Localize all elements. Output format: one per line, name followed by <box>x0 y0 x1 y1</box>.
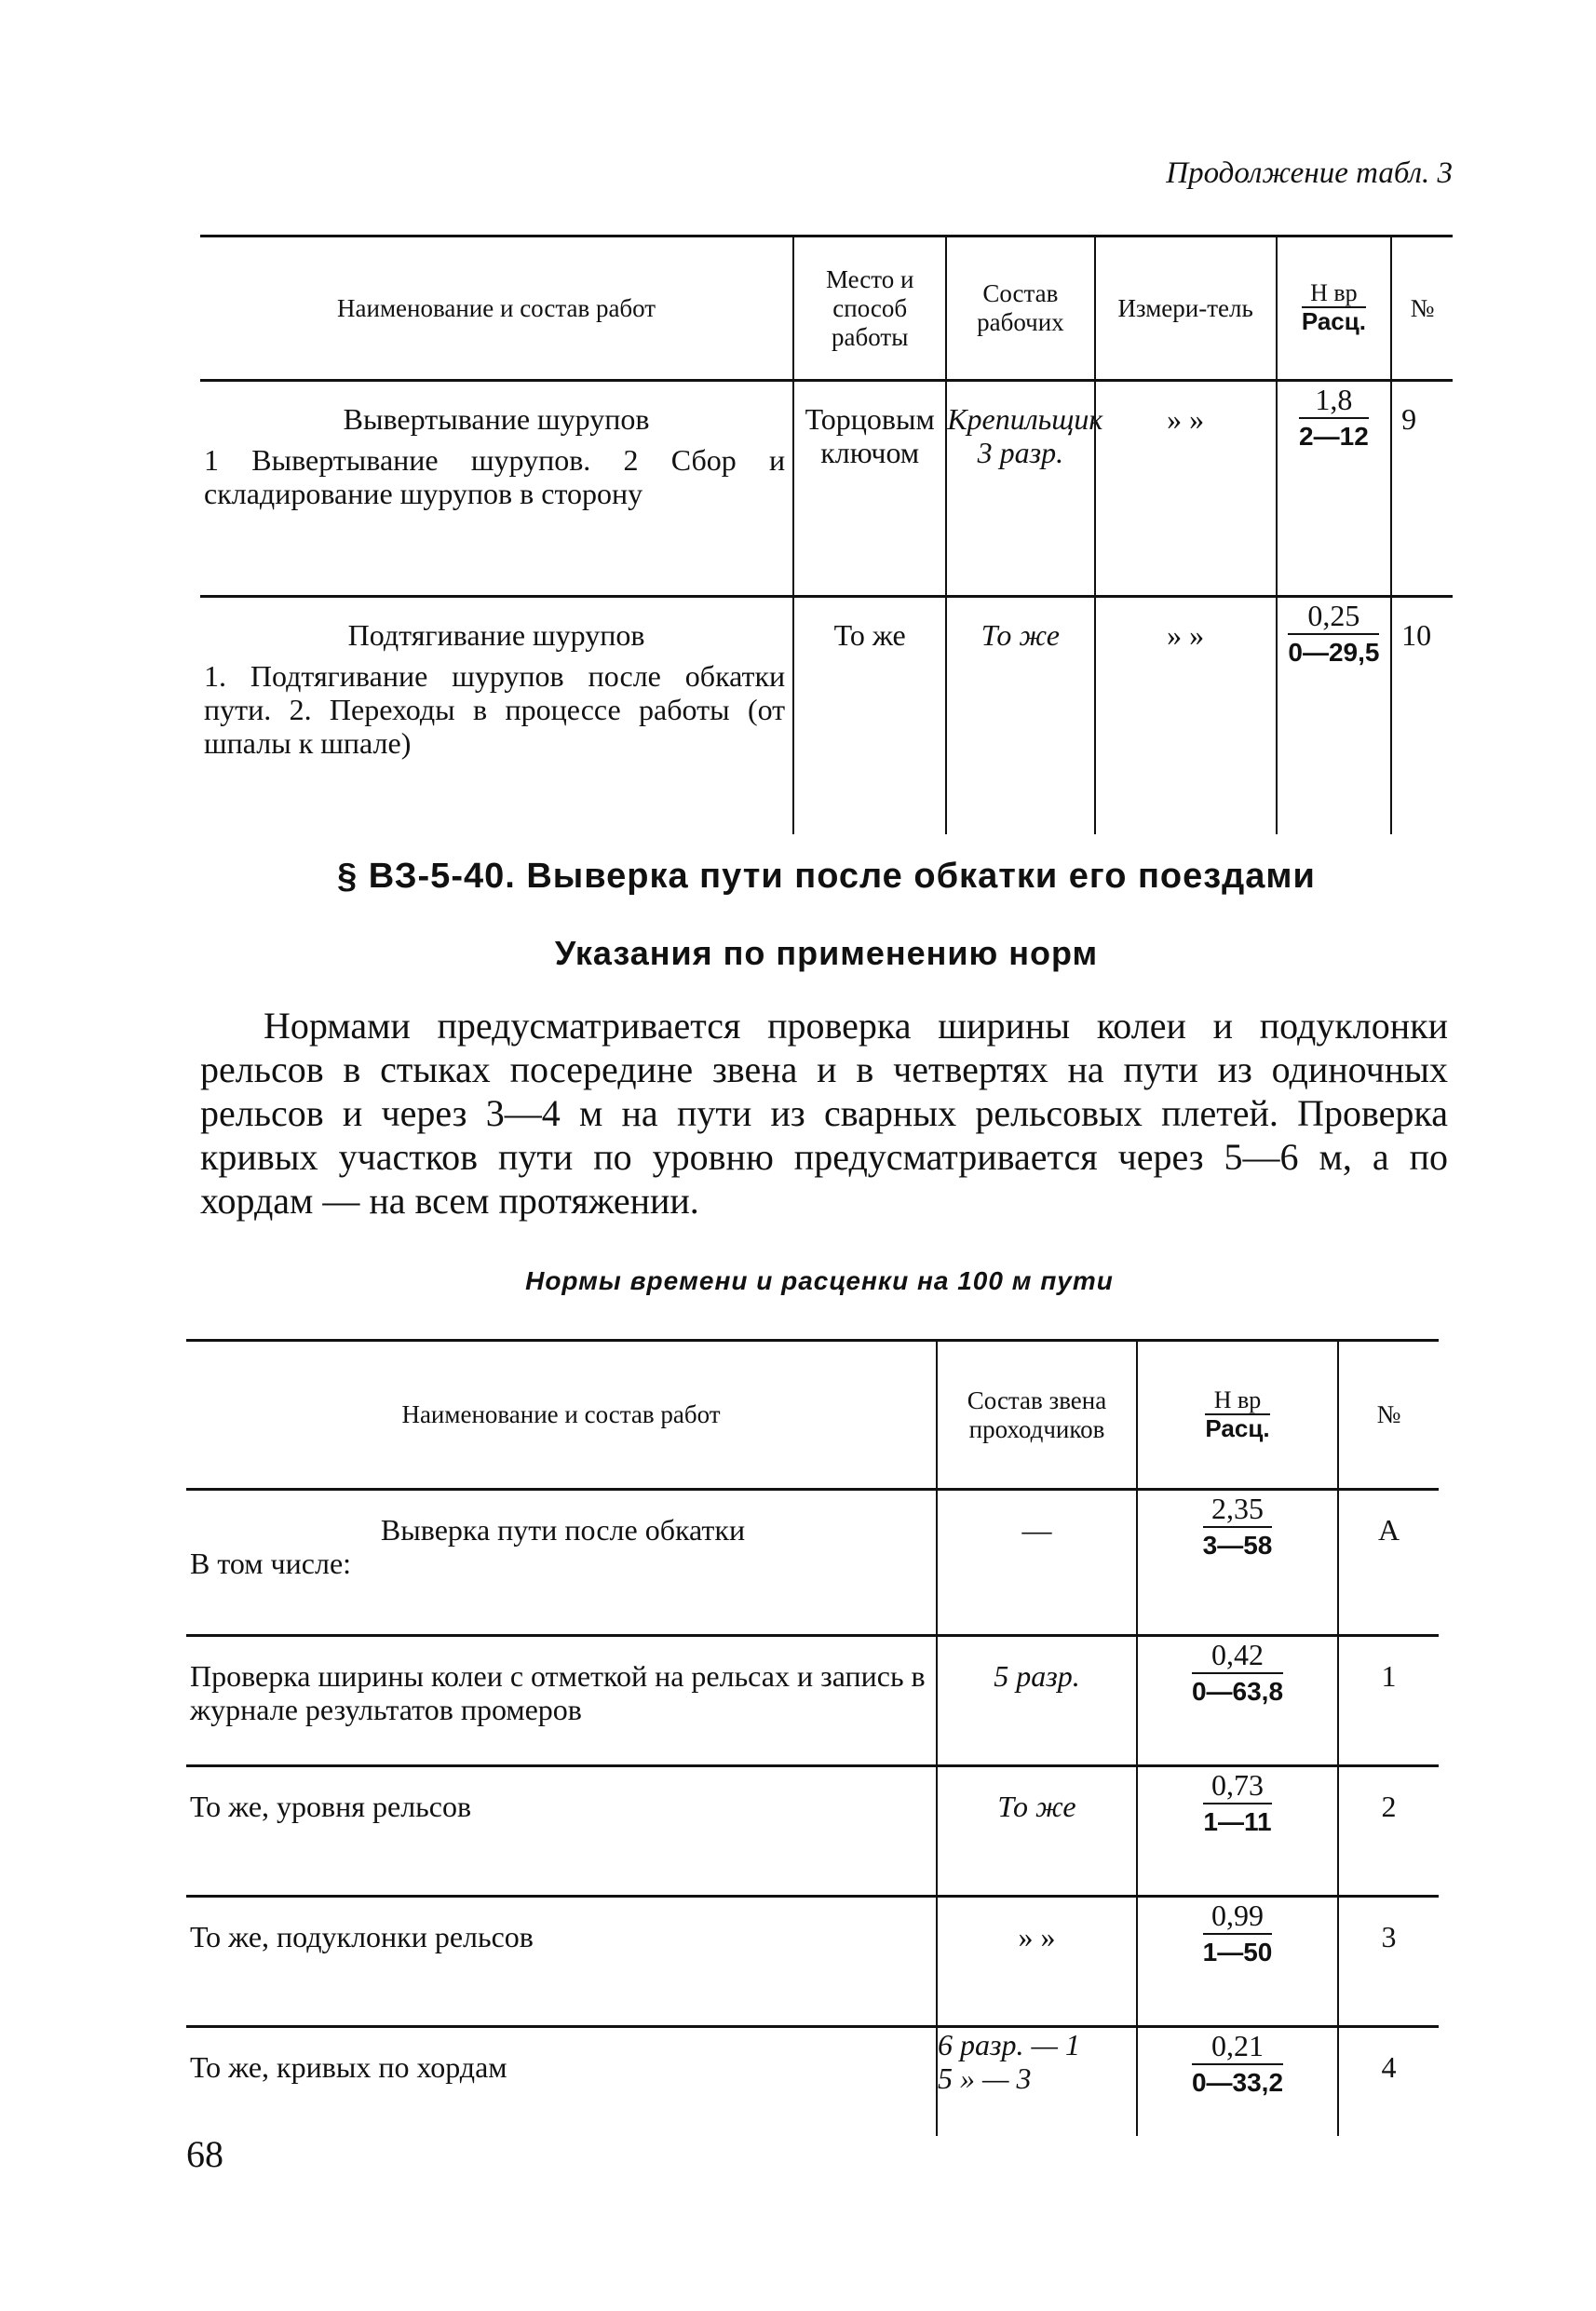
work-title: Выверка пути после обкатки <box>380 1513 746 1547</box>
work-cell <box>186 1490 937 1636</box>
header-norm-numerator: Н вр <box>1302 280 1366 308</box>
header-crew: Состав звена проходчиков <box>937 1341 1137 1490</box>
header-norm <box>1277 237 1391 381</box>
work-cell <box>200 381 793 597</box>
number-cell: 2 <box>1338 1766 1439 1897</box>
header-place: Место и способ работы <box>793 237 946 381</box>
page-number: 68 <box>186 2133 223 2175</box>
header-norm-denominator: Расц. <box>1301 307 1366 335</box>
norm-value: 1,8 <box>1299 382 1369 419</box>
work-name: То же, подуклонки рельсов <box>186 1897 937 2027</box>
work-cell <box>200 597 793 835</box>
norm-cell <box>1137 1766 1338 1897</box>
norm-value: 0,42 <box>1192 1637 1283 1674</box>
norm-value: 2,35 <box>1203 1491 1273 1528</box>
crew-line: 5 » — 3 <box>938 2061 1032 2095</box>
number-cell: 4 <box>1338 2027 1439 2137</box>
norm-value: 0,21 <box>1192 2028 1283 2065</box>
number-cell: А <box>1338 1490 1439 1636</box>
table-row <box>186 1490 1439 1636</box>
number-cell: 1 <box>1338 1636 1439 1766</box>
time-norms-table <box>186 1339 1439 2136</box>
work-name: То же, кривых по хордам <box>190 2050 507 2084</box>
norm-cell <box>1277 597 1391 835</box>
section-title: § ВЗ-5-40. Выверка пути после обкатки его поездами <box>337 857 1316 896</box>
unit-cell: » » <box>1095 381 1277 597</box>
work-title: Вывертывание шурупов <box>343 402 650 436</box>
table-row <box>186 1636 1439 1766</box>
header-unit: Измери-тель <box>1095 237 1277 381</box>
table-row <box>200 381 1453 597</box>
norm-cell <box>1137 1636 1338 1766</box>
table-row <box>186 1897 1439 2027</box>
crew-cell: 5 разр. <box>937 1636 1137 1766</box>
instructions-paragraph <box>200 1004 1448 1223</box>
work-name: Проверка ширины колеи с отметкой на рельсах и запись в журнале результатов промеров <box>186 1636 937 1766</box>
work-steps: 1. Подтягивание шурупов после обкатки пути. 2. Переходы в процессе работы (от шпалы к шпале) <box>204 659 786 760</box>
place-cell: Торцовым ключом <box>793 381 946 597</box>
norm-cell <box>1137 2027 1338 2137</box>
place-cell: То же <box>793 597 946 835</box>
header-name: Наименование и состав работ <box>200 237 793 381</box>
header-number: № <box>1338 1341 1439 1490</box>
table-caption: Нормы времени и расценки на 100 м пути <box>525 1266 1114 1295</box>
price-value: 0—33,2 <box>1191 2068 1284 2097</box>
norm-value: 0,25 <box>1288 598 1379 635</box>
crew-line: 6 разр. — 1 <box>938 2028 1080 2061</box>
price-value: 1—11 <box>1203 1807 1272 1836</box>
number-cell: 10 <box>1391 597 1453 835</box>
table-continuation-label: Продолжение табл. 3 <box>1166 156 1453 190</box>
norm-cell <box>1137 1490 1338 1636</box>
norm-value: 0,99 <box>1203 1898 1273 1935</box>
crew-cell <box>937 2027 1137 2137</box>
price-value: 3—58 <box>1202 1531 1273 1560</box>
number-cell: 3 <box>1338 1897 1439 2027</box>
price-value: 1—50 <box>1202 1938 1273 1966</box>
work-title: Подтягивание шурупов <box>347 618 645 652</box>
work-name: В том числе: <box>190 1547 352 1580</box>
work-name: То же, уровня рельсов <box>186 1766 937 1897</box>
work-norms-table-continued <box>200 235 1453 834</box>
norm-value: 0,73 <box>1203 1767 1271 1804</box>
header-norm-denominator: Расц. <box>1205 1413 1270 1442</box>
crew-cell: » » <box>937 1897 1137 2027</box>
header-workers: Состав рабочих <box>946 237 1094 381</box>
header-name: Наименование и состав работ <box>186 1341 937 1490</box>
section-subtitle: Указания по применению норм <box>554 934 1099 972</box>
header-norm <box>1137 1341 1338 1490</box>
header-number: № <box>1391 237 1453 381</box>
header-norm-numerator: Н вр <box>1205 1387 1269 1415</box>
crew-cell: То же <box>937 1766 1137 1897</box>
table-row <box>186 2027 1439 2137</box>
norm-cell <box>1277 381 1391 597</box>
workers-cell: Крепильщик 3 разр. <box>946 381 1094 597</box>
price-value: 2—12 <box>1299 422 1369 451</box>
work-steps: 1 Вывертывание шурупов. 2 Сбор и складирование шурупов в сторону <box>204 443 786 510</box>
unit-cell: » » <box>1095 597 1277 835</box>
table-row <box>200 597 1453 835</box>
table-row <box>186 1766 1439 1897</box>
price-value: 0—29,5 <box>1288 638 1380 667</box>
norm-cell <box>1137 1897 1338 2027</box>
crew-cell: — <box>937 1490 1137 1636</box>
workers-cell: То же <box>946 597 1094 835</box>
instructions-text: Нормами предусматривается проверка ширины колеи и подуклонки рельсов в стыках посередине звена и в четвертях на пути из одиночных рельсов и через 3—4 м на пути из сварных рельсовых плетей. Проверка кривых участков пути по уровню предусматривается через 5—6 м, а по хордам — на всем протяжении. <box>200 1005 1448 1222</box>
price-value: 0—63,8 <box>1191 1677 1284 1706</box>
number-cell: 9 <box>1391 381 1453 597</box>
